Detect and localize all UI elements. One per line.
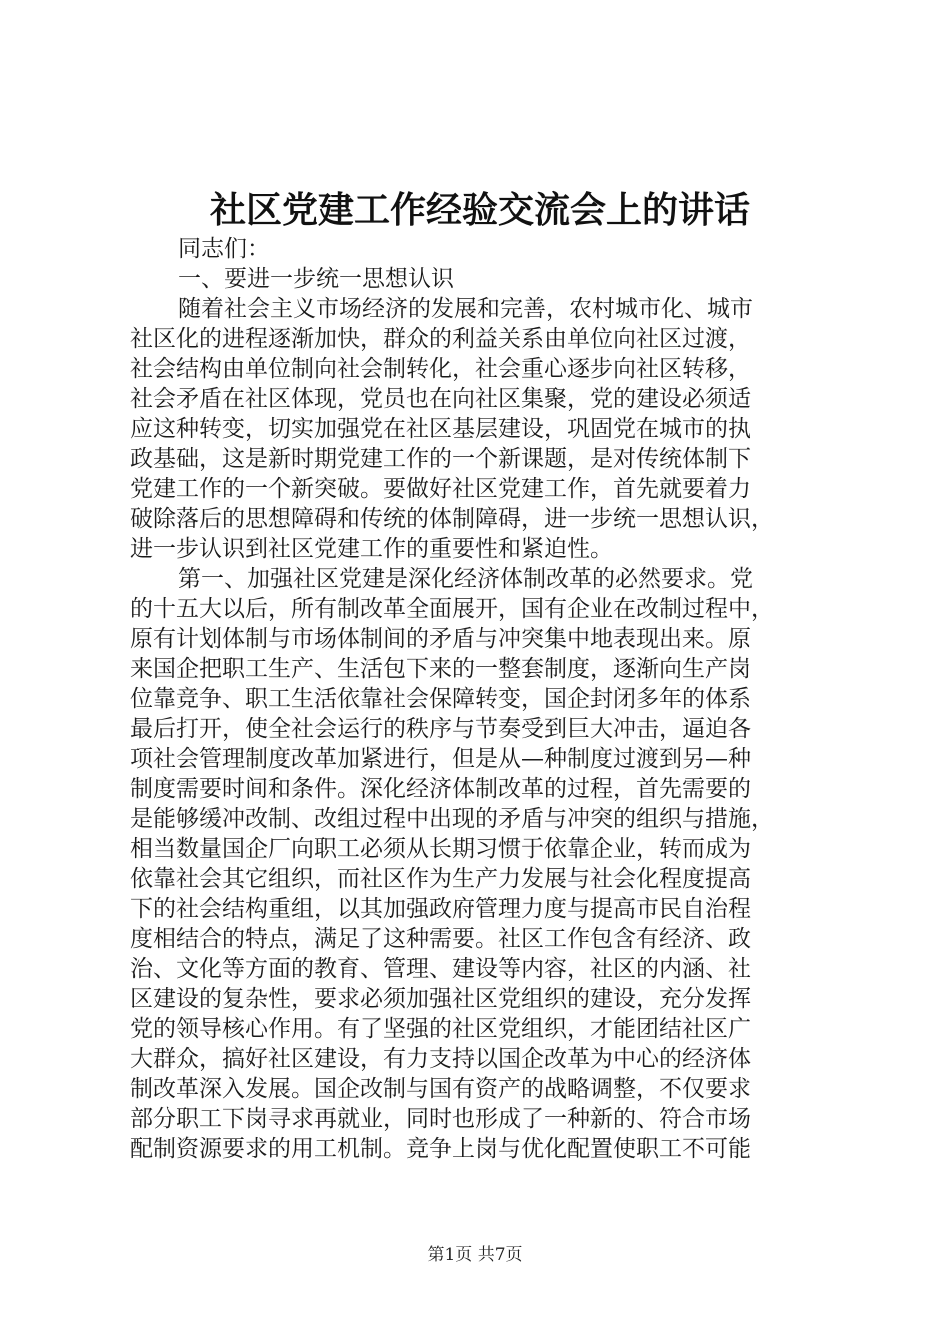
text-line: 随着社会主义市场经济的发展和完善，农村城市化、城市: [178, 296, 753, 322]
text-line: 应这种转变，切实加强党在社区基层建设，巩固党在城市的执: [130, 416, 751, 442]
text-line: 相当数量国企厂向职工必须从长期习惯于依靠企业，转而成为: [130, 836, 751, 862]
page-number-footer: 第1页 共7页: [427, 1245, 523, 1265]
text-line: 项社会管理制度改革加紧进行，但是从—种制度过渡到另—种: [130, 746, 751, 772]
text-line: 是能够缓冲改制、改组过程中出现的矛盾与冲突的组织与措施，: [130, 806, 774, 832]
text-line: 治、文化等方面的教育、管理、建设等内容，社区的内涵、社: [130, 956, 751, 982]
text-line: 原有计划体制与市场体制间的矛盾与冲突集中地表现出来。原: [130, 626, 751, 652]
text-line: 依靠社会其它组织，而社区作为生产力发展与社会化程度提高: [130, 866, 751, 892]
text-line: 制度需要时间和条件。深化经济体制改革的过程，首先需要的: [130, 776, 751, 802]
text-line: 第一、加强社区党建是深化经济体制改革的必然要求。党: [178, 566, 753, 592]
text-line: 最后打开，使全社会运行的秩序与节奏受到巨大冲击，逼迫各: [130, 716, 751, 742]
text-line: 社区化的进程逐渐加快，群众的利益关系由单位向社区过渡，: [130, 326, 751, 352]
text-line: 位靠竞争、职工生活依靠社会保障转变，国企封闭多年的体系: [130, 686, 751, 712]
text-line: 社会矛盾在社区体现，党员也在向社区集聚，党的建设必须适: [130, 386, 751, 412]
text-line: 同志们：: [178, 236, 270, 262]
document-title: 社区党建工作经验交流会上的讲话: [209, 189, 750, 231]
text-line: 社会结构由单位制向社会制转化，社会重心逐步向社区转移，: [130, 356, 751, 382]
text-line: 党建工作的一个新突破。要做好社区党建工作，首先就要着力: [130, 476, 751, 502]
text-line: 党的领导核心作用。有了坚强的社区党组织，才能团结社区广: [130, 1016, 751, 1042]
text-line: 区建设的复杂性，要求必须加强社区党组织的建设，充分发挥: [130, 986, 751, 1012]
text-line: 政基础，这是新时期党建工作的一个新课题，是对传统体制下: [130, 446, 751, 472]
text-line: 度相结合的特点，满足了这种需要。社区工作包含有经济、政: [130, 926, 751, 952]
text-line: 配制资源要求的用工机制。竞争上岗与优化配置使职工不可能: [130, 1136, 751, 1162]
text-line: 部分职工下岗寻求再就业，同时也形成了一种新的、符合市场: [130, 1106, 751, 1132]
text-line: 来国企把职工生产、生活包下来的一整套制度，逐渐向生产岗: [130, 656, 751, 682]
text-line: 破除落后的思想障碍和传统的体制障碍，进一步统一思想认识，: [130, 506, 774, 532]
document-body: [130, 234, 832, 1164]
text-line: 进一步认识到社区党建工作的重要性和紧迫性。: [130, 536, 613, 562]
text-line: 下的社会结构重组，以其加强政府管理力度与提高市民自治程: [130, 896, 751, 922]
text-line: 的十五大以后，所有制改革全面展开，国有企业在改制过程中，: [130, 596, 774, 622]
text-line: 制改革深入发展。国企改制与国有资产的战略调整，不仅要求: [130, 1076, 751, 1102]
text-line: 一、要进一步统一思想认识: [178, 266, 454, 292]
text-line: 大群众，搞好社区建设，有力支持以国企改革为中心的经济体: [130, 1046, 751, 1072]
